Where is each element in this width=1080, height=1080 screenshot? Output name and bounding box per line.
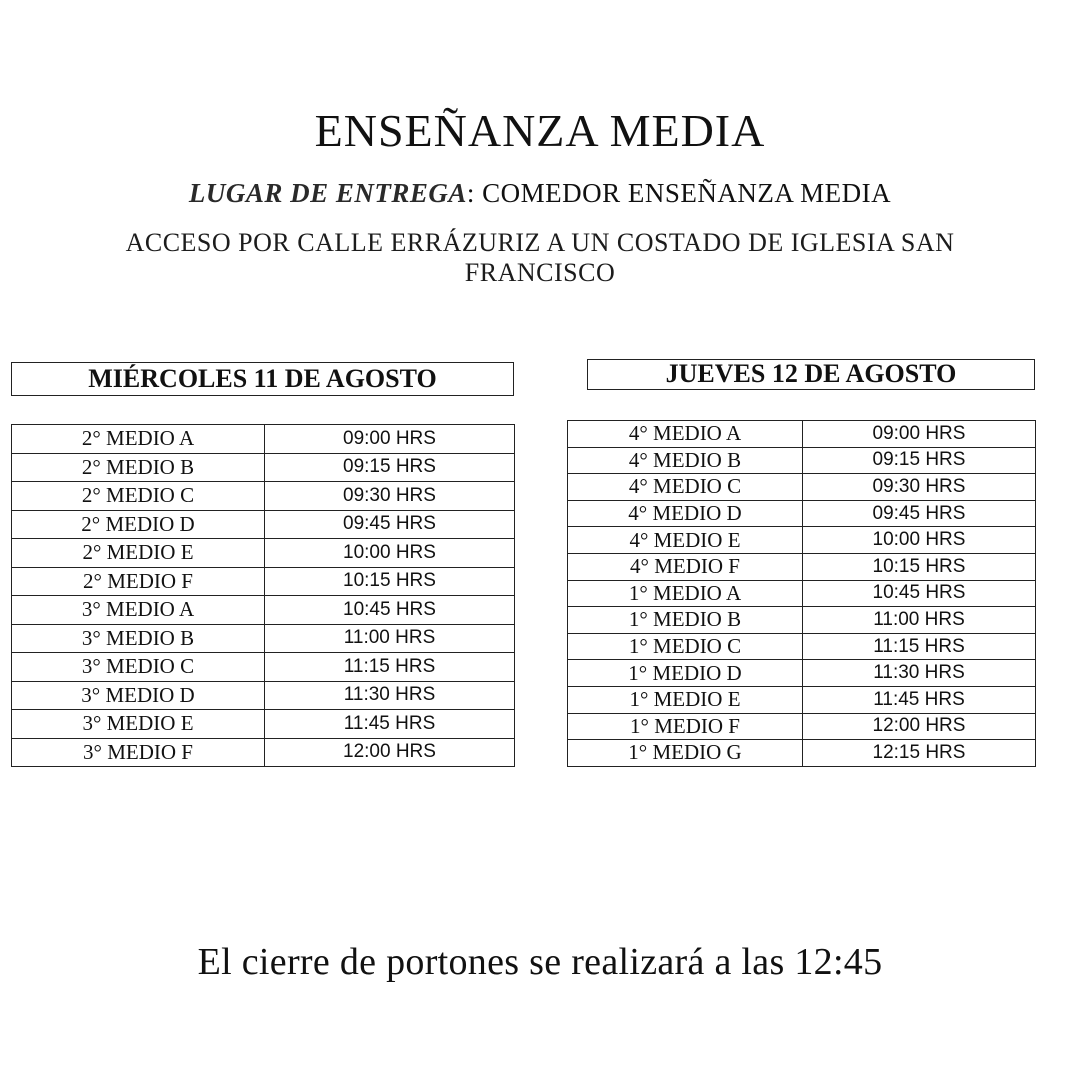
- time-cell: 09:45 HRS: [803, 500, 1036, 527]
- course-cell: 3° MEDIO E: [12, 710, 265, 739]
- time-cell: 11:45 HRS: [803, 686, 1036, 713]
- time-cell: 11:45 HRS: [265, 710, 515, 739]
- course-cell: 4° MEDIO F: [568, 553, 803, 580]
- time-cell: 11:30 HRS: [265, 681, 515, 710]
- table-row: [568, 474, 1036, 501]
- course-cell: 4° MEDIO C: [568, 474, 803, 501]
- time-cell: 10:15 HRS: [803, 553, 1036, 580]
- course-cell: 3° MEDIO F: [12, 738, 265, 767]
- schedule-table-wednesday: [11, 424, 515, 767]
- course-cell: 4° MEDIO E: [568, 527, 803, 554]
- time-cell: 09:30 HRS: [265, 482, 515, 511]
- time-cell: 10:45 HRS: [265, 596, 515, 625]
- course-cell: 1° MEDIO E: [568, 686, 803, 713]
- course-cell: 2° MEDIO C: [12, 482, 265, 511]
- delivery-place: [0, 178, 1080, 209]
- course-cell: 1° MEDIO D: [568, 660, 803, 687]
- table-row: [12, 653, 515, 682]
- time-cell: 12:00 HRS: [803, 713, 1036, 740]
- table-row: [12, 710, 515, 739]
- schedule-body-wednesday: [12, 425, 515, 767]
- course-cell: 3° MEDIO B: [12, 624, 265, 653]
- delivery-place-value: : COMEDOR ENSEÑANZA MEDIA: [466, 178, 892, 208]
- table-row: [12, 510, 515, 539]
- delivery-place-label: LUGAR DE ENTREGA: [188, 178, 467, 208]
- table-row: [568, 527, 1036, 554]
- time-cell: 09:15 HRS: [265, 453, 515, 482]
- table-row: [12, 425, 515, 454]
- course-cell: 1° MEDIO C: [568, 633, 803, 660]
- course-cell: 2° MEDIO A: [12, 425, 265, 454]
- table-row: [568, 500, 1036, 527]
- schedule-table-thursday: [567, 420, 1036, 767]
- time-cell: 09:30 HRS: [803, 474, 1036, 501]
- table-row: [568, 660, 1036, 687]
- course-cell: 4° MEDIO B: [568, 447, 803, 474]
- time-cell: 10:00 HRS: [803, 527, 1036, 554]
- course-cell: 2° MEDIO D: [12, 510, 265, 539]
- time-cell: 10:15 HRS: [265, 567, 515, 596]
- time-cell: 10:00 HRS: [265, 539, 515, 568]
- schedule-body-thursday: [568, 421, 1036, 767]
- table-row: [12, 567, 515, 596]
- time-cell: 12:00 HRS: [265, 738, 515, 767]
- access-note: ACCESO POR CALLE ERRÁZURIZ A UN COSTADO DE IGLESIA SAN FRANCISCO: [125, 228, 955, 287]
- day-header-wednesday: MIÉRCOLES 11 DE AGOSTO: [11, 362, 514, 396]
- page-title: ENSEÑANZA MEDIA: [314, 105, 766, 156]
- course-cell: 3° MEDIO C: [12, 653, 265, 682]
- table-row: [12, 596, 515, 625]
- table-row: [568, 553, 1036, 580]
- table-row: [568, 740, 1036, 767]
- day-header-thursday: JUEVES 12 DE AGOSTO: [587, 359, 1035, 390]
- table-row: [568, 447, 1036, 474]
- course-cell: 1° MEDIO B: [568, 607, 803, 634]
- table-row: [12, 681, 515, 710]
- course-cell: 3° MEDIO A: [12, 596, 265, 625]
- time-cell: 09:00 HRS: [803, 421, 1036, 448]
- time-cell: 09:45 HRS: [265, 510, 515, 539]
- table-row: [568, 607, 1036, 634]
- closing-note: El cierre de portones se realizará a las 12:45: [197, 941, 883, 983]
- table-row: [568, 686, 1036, 713]
- table-row: [568, 421, 1036, 448]
- time-cell: 10:45 HRS: [803, 580, 1036, 607]
- table-row: [12, 482, 515, 511]
- course-cell: 4° MEDIO A: [568, 421, 803, 448]
- course-cell: 2° MEDIO B: [12, 453, 265, 482]
- table-row: [12, 738, 515, 767]
- table-row: [568, 580, 1036, 607]
- time-cell: 12:15 HRS: [803, 740, 1036, 767]
- time-cell: 11:15 HRS: [265, 653, 515, 682]
- table-row: [568, 713, 1036, 740]
- course-cell: 2° MEDIO E: [12, 539, 265, 568]
- table-row: [568, 633, 1036, 660]
- time-cell: 09:15 HRS: [803, 447, 1036, 474]
- course-cell: 3° MEDIO D: [12, 681, 265, 710]
- table-row: [12, 539, 515, 568]
- table-row: [12, 453, 515, 482]
- time-cell: 11:00 HRS: [265, 624, 515, 653]
- time-cell: 11:00 HRS: [803, 607, 1036, 634]
- course-cell: 1° MEDIO A: [568, 580, 803, 607]
- course-cell: 1° MEDIO G: [568, 740, 803, 767]
- course-cell: 4° MEDIO D: [568, 500, 803, 527]
- time-cell: 11:30 HRS: [803, 660, 1036, 687]
- time-cell: 09:00 HRS: [265, 425, 515, 454]
- time-cell: 11:15 HRS: [803, 633, 1036, 660]
- table-row: [12, 624, 515, 653]
- course-cell: 1° MEDIO F: [568, 713, 803, 740]
- course-cell: 2° MEDIO F: [12, 567, 265, 596]
